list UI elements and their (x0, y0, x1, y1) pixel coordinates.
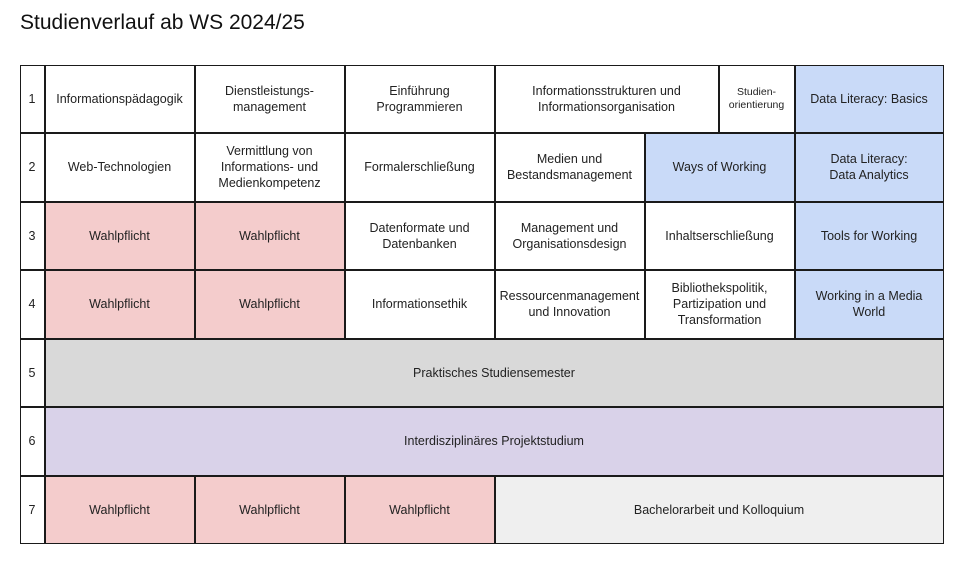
module-data-literacy-basics: Data Literacy: Basics (795, 65, 944, 134)
semester-number: 5 (20, 339, 45, 408)
module-wahlpflicht: Wahlpflicht (45, 270, 195, 339)
module-vermittlung-medienkompetenz: Vermittlung von Informations- und Medienkompetenz (195, 133, 345, 202)
module-praktisches-studiensemester: Praktisches Studiensemester (45, 339, 944, 408)
module-informationsethik: Informationsethik (345, 270, 495, 339)
module-medien-bestandsmanagement: Medien und Bestandsmanagement (495, 133, 645, 202)
module-wahlpflicht: Wahlpflicht (45, 202, 195, 271)
module-wahlpflicht: Wahlpflicht (345, 476, 495, 545)
module-interdisziplinaeres-projektstudium: Interdisziplinäres Projektstudium (45, 407, 944, 476)
module-datenformate-datenbanken: Datenformate und Datenbanken (345, 202, 495, 271)
module-data-literacy-analytics: Data Literacy: Data Analytics (795, 133, 944, 202)
module-tools-for-working: Tools for Working (795, 202, 944, 271)
semester-number: 3 (20, 202, 45, 271)
module-web-technologien: Web-Technologien (45, 133, 195, 202)
module-einfuehrung-programmieren: Einführung Programmieren (345, 65, 495, 134)
module-management-organisationsdesign: Management und Organisationsdesign (495, 202, 645, 271)
module-working-in-a-media-world: Working in a Media World (795, 270, 944, 339)
page-title: Studienverlauf ab WS 2024/25 (20, 11, 305, 34)
semester-number: 2 (20, 133, 45, 202)
module-formalerschliessung: Formalerschließung (345, 133, 495, 202)
module-wahlpflicht: Wahlpflicht (195, 270, 345, 339)
semester-number: 6 (20, 407, 45, 476)
semester-number: 1 (20, 65, 45, 134)
module-wahlpflicht: Wahlpflicht (195, 202, 345, 271)
module-informationspaedagogik: Informationspädagogik (45, 65, 195, 134)
module-ressourcenmanagement: Ressourcenmanagement und Innovation (495, 270, 645, 339)
module-bibliothekspolitik: Bibliothekspolitik, Partizipation und Transformation (645, 270, 795, 339)
module-wahlpflicht: Wahlpflicht (45, 476, 195, 545)
module-dienstleistungsmanagement: Dienstleistungs- management (195, 65, 345, 134)
module-bachelorarbeit-kolloquium: Bachelorarbeit und Kolloquium (495, 476, 944, 545)
module-wahlpflicht: Wahlpflicht (195, 476, 345, 545)
semester-number: 7 (20, 476, 45, 545)
module-studienorientierung: Studien- orientierung (719, 65, 795, 134)
module-informationsstrukturen: Informationsstrukturen und Informationsorganisation (495, 65, 719, 134)
semester-number: 4 (20, 270, 45, 339)
module-inhaltserschliessung: Inhaltserschließung (645, 202, 795, 271)
module-ways-of-working: Ways of Working (645, 133, 795, 202)
